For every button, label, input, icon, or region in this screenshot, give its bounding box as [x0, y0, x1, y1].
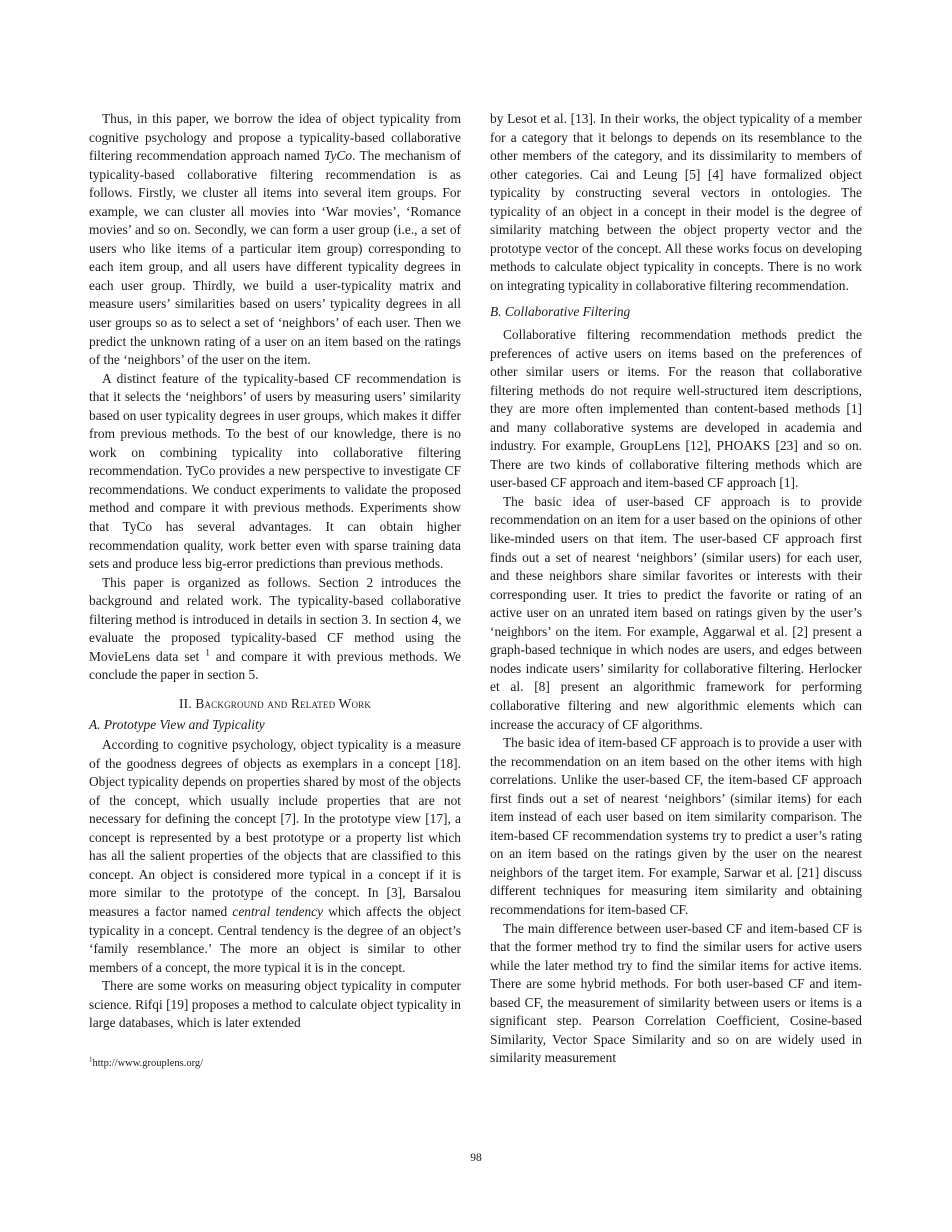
subsection-heading: A. Prototype View and Typicality — [89, 716, 265, 732]
text: . The mechanism of typicality-based collaborative filtering recommendation is as follows. Firstly, we cluster all items into several item groups. For example, we can cluster all movies into ‘War movies’, ‘Romance movies’ and so on. Secondly, we can form a user group (i.e., a set of users who like items of a particular item group) corresponding to each item group, and all users have different typicality degrees in each user group. Thirdly, we build a user-typicality matrix and measure users’ similarities based on users’ typicality degrees in all user groups so as to select a set of ‘neighbors’ of each user. Then we predict the unknown rating of a user on an item based on the ratings of the ‘neighbors’ of the user on the item. — [89, 148, 461, 368]
section-heading: II. Background and Related Work — [178, 695, 372, 711]
left-column — [89, 110, 461, 1033]
text: which affects the object typicality in a concept. Central tendency is the degree of an object’s ‘family resemblance.’ The more an object is similar to other members of a concept, the more typical it is in the concept. — [89, 903, 461, 975]
paragraph: A distinct feature of the typicality-based CF recommendation is that it selects the ‘neighbors’ of users by measuring users’ similarity based on user typicality degrees in user groups, which makes it differ from previous methods. To the best of our knowledge, there is no work on combining typicality into collaborative filtering recommendation. TyCo provides a new perspective to investigate CF recommendations. We conduct experiments to validate the proposed method and compare it with previous methods. Experiments show that TyCo has several advantages. It can obtain higher recommendation quality, work better even with sparse training data sets and produce less big-error predictions than previous methods. — [89, 370, 461, 572]
subsection-heading: B. Collaborative Filtering — [490, 304, 631, 320]
footnote-mark: 1 — [89, 1055, 93, 1064]
footnote — [89, 1055, 204, 1069]
paragraph: The basic idea of item-based CF approach is to provide a user with the recommendation on an item based on the other items with high correlations. Unlike the user-based CF, the item-based CF approach first finds out a set of nearest ‘neighbors’ (similar items) for each item instead of each user based on item similarity comparison. The item-based CF recommendation systems try to predict a user’s rating on an item based on the ratings given by the user on the nearest neighbors of the target item. For example, Sarwar et al. [21] discuss different techniques for measuring item similarity and obtaining recommendations for item-based CF. — [490, 735, 862, 917]
footnote-url[interactable]: http://www.grouplens.org/ — [92, 1058, 204, 1069]
right-column — [490, 110, 862, 1068]
text: Thus, in this paper, we borrow the idea of object typicality from cognitive psychology and propose a typicality-based collaborative filtering recommendation approach named — [89, 111, 461, 164]
page-number: 98 — [470, 1152, 482, 1164]
paragraph: The main difference between user-based CF and item-based CF is that the former method try to find the similar users for active users while the later method try to find the similar items for active items. There are some hybrid methods. For both user-based CF and item-based CF, the measurement of similarity between users or items is a significant step. Pearson Correlation Coefficient, Cosine-based Similarity, Vector Space Similarity and so on are widely used in similarity measurement — [490, 920, 862, 1066]
paragraph — [89, 736, 461, 977]
paragraph: The basic idea of user-based CF approach is to provide recommendation on an item for a user based on the opinions of other like-minded users on that item. The user-based CF approach first finds out a set of nearest ‘neighbors’ (similar users) for each user, and these neighbors share similar favorites or interests with their corresponding user. It tries to predict the favorite or rating of an active user on an unrated item based on ratings given by the user’s ‘neighbors’ on the item. For example, Aggarwal et al. [2] present a graph-based technique in which nodes are users, and edges between nodes indicate users’ similarity for collaborative filtering. Herlocker et al. [8] present an algorithmic framework for performing collaborative filtering and new algorithmic elements which can increase the accuracy of CF algorithms. — [490, 493, 862, 732]
emphasis-central-tendency: central tendency — [232, 903, 324, 919]
footnote-marker[interactable]: 1 — [205, 647, 210, 658]
paragraph: Collaborative filtering recommendation methods predict the preferences of active users on items based on the preferences of other similar users or items. For the reason that collaborative filtering methods do not require well-structured item descriptions, they are more often implemented than content-based methods [1] and many collaborative systems are developed in academia and industry. For example, GroupLens [12], PHOAKS [23] and so on. There are two kinds of collaborative filtering methods which are user-based CF approach and item-based CF approach [1]. — [490, 327, 862, 491]
text: and compare it with previous methods. We conclude the paper in section 5. — [89, 648, 462, 683]
paragraph — [89, 110, 461, 370]
paragraph: There are some works on measuring object typicality in computer science. Rifqi [19] proposes a method to calculate object typicality in large databases, which is later extended — [89, 978, 461, 1031]
paragraph — [89, 574, 461, 685]
paragraph: by Lesot et al. [13]. In their works, the object typicality of a member for a category that it belongs to depends on its resemblance to the other members of the category, and its dissimilarity to members of other categories. Cai and Leung [5] [4] have formalized object typicality by constructing several vectors in ontologies. The typicality of an object in a concept in their model is the degree of similarity matching between the object property vector and the prototype vector of the concept. All these works focus on developing methods to calculate object typicality in concepts. There is no work on integrating typicality in collaborative filtering recommendation. — [490, 111, 862, 293]
emphasis-tyco: TyCo — [324, 148, 353, 164]
text: According to cognitive psychology, object typicality is a measure of the goodness degrees of objects as exemplars in a concept [18]. Object typicality depends on properties shared by most of the objects of the concept, which usually include properties that are not necessary for defining the concept [7]. In the prototype view [17], a concept is represented by a best prototype or a property list which has all the salient properties of the objects that are classified to this concept. An object is considered more typical in a concept if it is more similar to the prototype of the concept. In [3], Barsalou measures a factor named — [89, 737, 461, 919]
text: This paper is organized as follows. Section 2 introduces the background and related work. The typicality-based collaborative filtering method is introduced in details in section 3. In section 4, we evaluate the proposed typicality-based CF method using the MovieLens data set — [89, 574, 461, 664]
